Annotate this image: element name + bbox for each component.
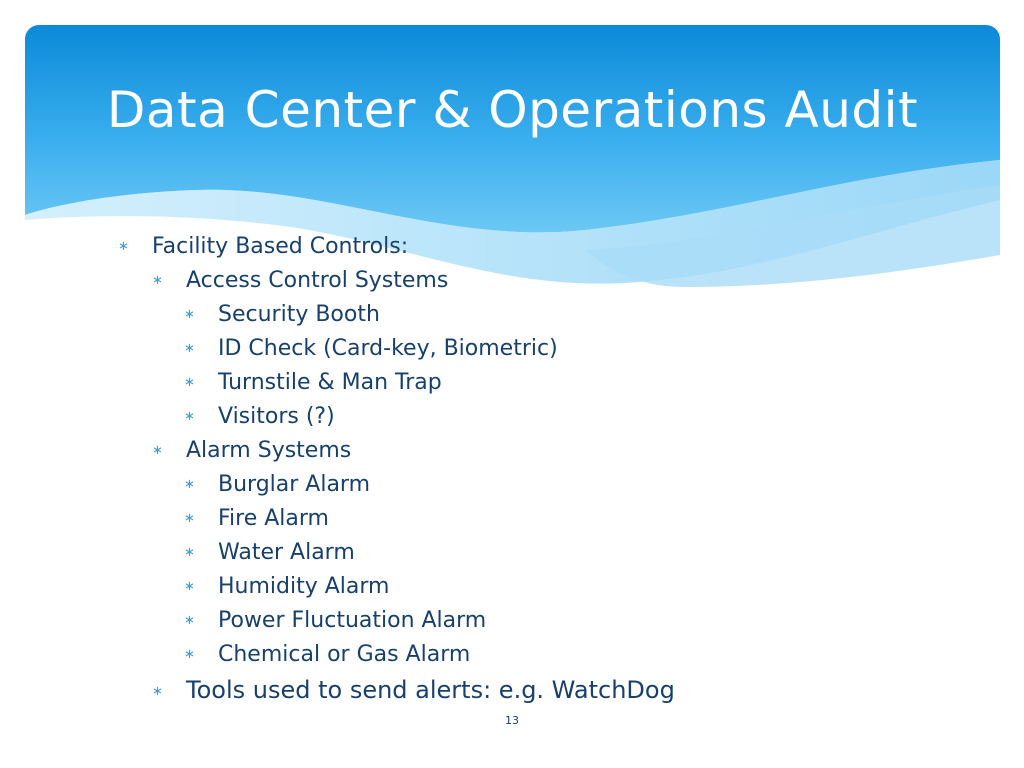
slide-title: Data Center & Operations Audit — [106, 81, 919, 139]
bullet-text: Turnstile & Man Trap — [218, 370, 442, 395]
bullet-text: Chemical or Gas Alarm — [218, 642, 471, 667]
bullet-item — [184, 642, 470, 667]
bullet-item — [184, 574, 389, 599]
bullet-text: Security Booth — [218, 302, 380, 327]
bullet-text: Humidity Alarm — [218, 574, 390, 599]
asterisk-bullet-icon: ∗ — [184, 477, 195, 492]
bullet-text: Visitors (?) — [218, 404, 335, 429]
bullet-text: Fire Alarm — [218, 506, 329, 531]
bullet-text: ID Check (Card-key, Biometric) — [218, 336, 558, 361]
asterisk-bullet-icon: ∗ — [184, 341, 195, 356]
bullet-item — [184, 370, 442, 395]
bullet-text: Water Alarm — [218, 540, 355, 565]
asterisk-bullet-icon: ∗ — [152, 684, 163, 699]
bullet-text: Access Control Systems — [186, 268, 449, 293]
bullet-item — [184, 506, 329, 531]
asterisk-bullet-icon: ∗ — [184, 579, 195, 594]
asterisk-bullet-icon: ∗ — [184, 545, 195, 560]
bullet-text: Power Fluctuation Alarm — [218, 608, 487, 633]
page-number: 13 — [505, 714, 519, 727]
bullet-item — [118, 234, 408, 259]
asterisk-bullet-icon: ∗ — [184, 307, 195, 322]
bullet-item — [184, 302, 380, 327]
asterisk-bullet-icon: ∗ — [152, 273, 163, 288]
bullet-item — [152, 438, 351, 463]
asterisk-bullet-icon: ∗ — [184, 647, 195, 662]
bullet-item — [152, 676, 675, 704]
bullet-text: Facility Based Controls: — [152, 234, 409, 259]
asterisk-bullet-icon: ∗ — [152, 443, 163, 458]
bullet-text: Tools used to send alerts: e.g. WatchDog — [186, 676, 675, 704]
asterisk-bullet-icon: ∗ — [118, 239, 129, 254]
asterisk-bullet-icon: ∗ — [184, 409, 195, 424]
bullet-item — [152, 268, 448, 293]
bullet-item — [184, 404, 335, 429]
asterisk-bullet-icon: ∗ — [184, 613, 195, 628]
bullet-item — [184, 540, 355, 565]
asterisk-bullet-icon: ∗ — [184, 375, 195, 390]
bullet-text: Burglar Alarm — [218, 472, 371, 497]
bullet-item — [184, 608, 486, 633]
bullet-item — [184, 472, 370, 497]
bullet-item — [184, 336, 558, 361]
bullet-text: Alarm Systems — [186, 438, 352, 463]
asterisk-bullet-icon: ∗ — [184, 511, 195, 526]
